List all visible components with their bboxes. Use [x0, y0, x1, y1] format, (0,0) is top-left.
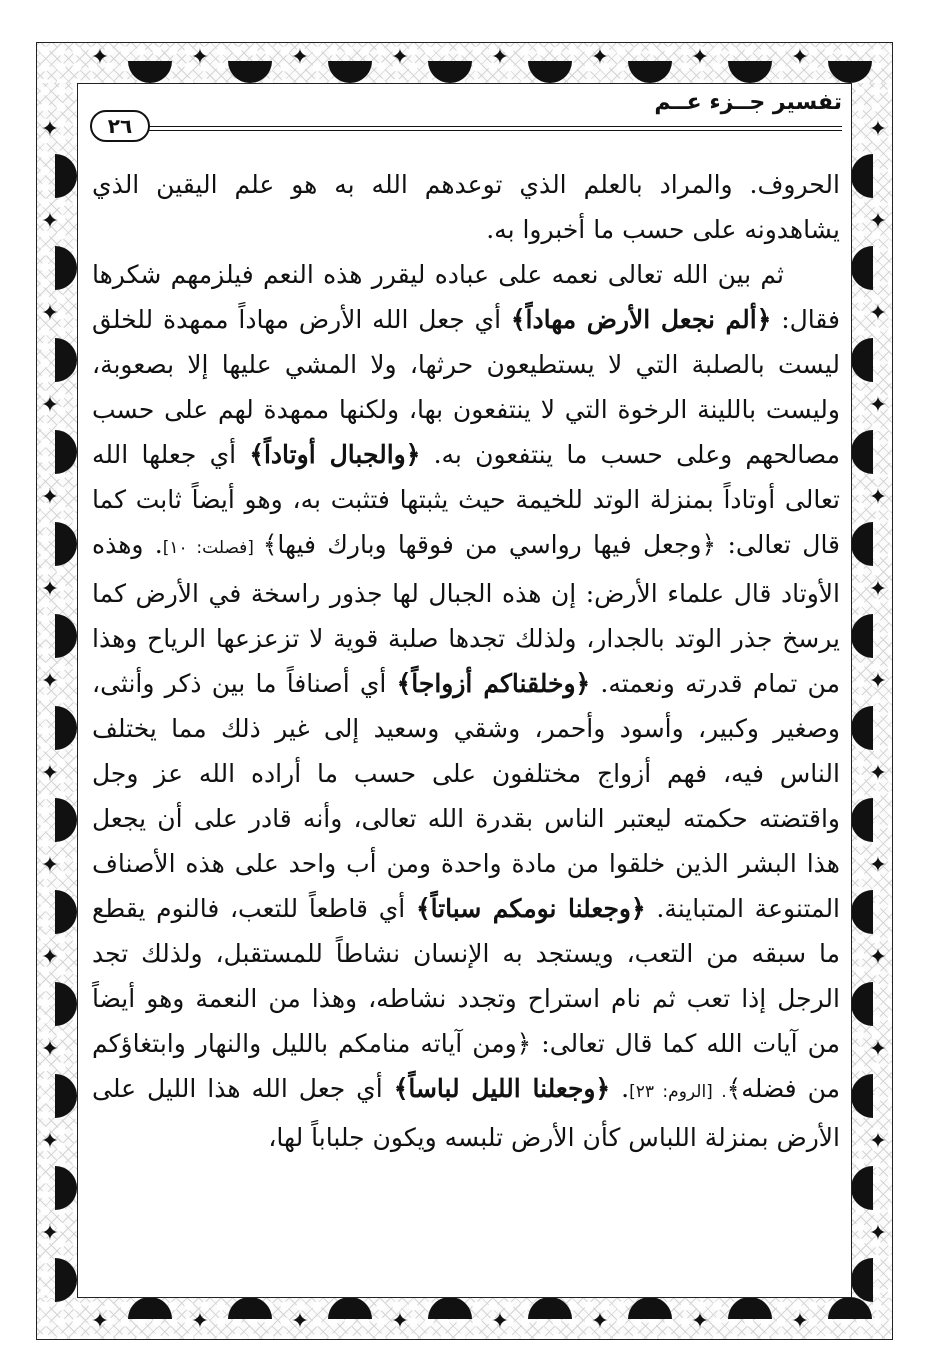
star-ornament-icon: ✦ — [690, 45, 710, 70]
star-ornament-icon: ✦ — [40, 117, 60, 142]
text-segment: أي جعل الله الأرض مهاداً ممهدة للخلق ليست بالصلبة التي لا يستطيعون حرثها، ولا المشي عليها إلا بصعوبة، وليست باللينة الرخوة التي لا ينتفعون بها، ولكنها ممهدة لهم على حسب مصالحهم وعلى حسب ما ينتفعون به. — [92, 305, 840, 469]
verse-quote: ﴿وجعلنا نومكم سباتاً﴾ — [415, 894, 646, 923]
star-ornament-icon: ✦ — [868, 485, 888, 510]
star-ornament-icon: ✦ — [40, 853, 60, 878]
star-ornament-icon: ✦ — [290, 45, 310, 70]
star-ornament-icon: ✦ — [40, 301, 60, 326]
star-ornament-icon: ✦ — [490, 45, 510, 70]
header-rule — [146, 126, 842, 131]
star-ornament-icon: ✦ — [40, 577, 60, 602]
verse-quote: ﴿وخلقناكم أزواجاً﴾ — [396, 669, 591, 698]
star-ornament-icon: ✦ — [390, 1309, 410, 1334]
star-ornament-icon: ✦ — [868, 1129, 888, 1154]
text-segment: . — [610, 1074, 630, 1103]
star-ornament-icon: ✦ — [40, 669, 60, 694]
star-ornament-icon: ✦ — [590, 45, 610, 70]
star-ornament-icon: ✦ — [90, 1309, 110, 1334]
star-ornament-icon: ✦ — [40, 485, 60, 510]
star-ornament-icon: ✦ — [90, 45, 110, 70]
text-segment: ثم بين الله تعالى نعمه على عباده ليقرر هذه النعم فيلزمهم شكرها فقال: — [92, 260, 840, 334]
verse-quote: ﴿ألم نجعل الأرض مهاداً﴾ — [510, 305, 772, 334]
paragraph — [92, 252, 840, 1160]
star-ornament-icon: ✦ — [868, 669, 888, 694]
running-title: تفسير جــزء عــم — [654, 90, 842, 115]
page-header — [90, 88, 842, 144]
star-ornament-icon: ✦ — [40, 1037, 60, 1062]
star-ornament-icon: ✦ — [290, 1309, 310, 1334]
paragraph — [92, 162, 840, 252]
verse-reference: . [الروم: ٢٣] — [629, 1082, 727, 1102]
star-ornament-icon: ✦ — [868, 117, 888, 142]
star-ornament-icon: ✦ — [390, 45, 410, 70]
text-segment: أي جعل الله هذا الليل على الأرض بمنزلة اللباس كأن الأرض تلبسه ويكون جلباباً لها، — [92, 1074, 840, 1152]
text-segment: الحروف. والمراد بالعلم الذي توعدهم الله به هو علم اليقين الذي يشاهدونه على حسب ما أخبروا به. — [92, 170, 840, 244]
star-ornament-icon: ✦ — [690, 1309, 710, 1334]
verse-quote: ﴿والجبال أوتاداً﴾ — [249, 440, 421, 469]
star-ornament-icon: ✦ — [40, 1129, 60, 1154]
star-ornament-icon: ✦ — [190, 1309, 210, 1334]
star-ornament-icon: ✦ — [790, 1309, 810, 1334]
star-ornament-icon: ✦ — [868, 577, 888, 602]
text-segment: ﴿ومن آياته منامكم بالليل والنهار وابتغاؤكم من فضله﴾ — [92, 1029, 841, 1103]
text-segment: ﴿وجعل فيها رواسي من فوقها وبارك فيها﴾ — [262, 530, 717, 559]
star-ornament-icon: ✦ — [868, 945, 888, 970]
verse-quote: ﴿وجعلنا الليل لباساً﴾ — [393, 1074, 611, 1103]
body-text — [92, 162, 840, 1160]
star-ornament-icon: ✦ — [868, 761, 888, 786]
star-ornament-icon: ✦ — [790, 45, 810, 70]
star-ornament-icon: ✦ — [40, 209, 60, 234]
text-segment: أي جعلها الله تعالى أوتاداً بمنزلة الوتد للخيمة حيث يثبتها فتثبت به، وهو أيضاً ثابت كما قال تعالى: — [92, 440, 841, 559]
star-ornament-icon: ✦ — [40, 761, 60, 786]
star-ornament-icon: ✦ — [868, 209, 888, 234]
star-ornament-icon: ✦ — [868, 301, 888, 326]
star-ornament-icon: ✦ — [40, 945, 60, 970]
star-ornament-icon: ✦ — [40, 393, 60, 418]
star-ornament-icon: ✦ — [868, 853, 888, 878]
star-ornament-icon: ✦ — [868, 1221, 888, 1246]
star-ornament-icon: ✦ — [590, 1309, 610, 1334]
text-segment: أي أصنافاً ما بين ذكر وأنثى، وصغير وكبير، وأسود وأحمر، وشقي وسعيد إلى غير ذلك مما يختلف الناس فيه، فهم أزواج مختلفون على حسب ما أراده الله عز وجل واقتضته حكمته ليعتبر الناس بقدرة الله تعالى، وأنه قادر على أن يجعل هذا البشر الذين خلقوا من مادة واحدة ومن أب واحد على هذه الأصناف المتنوعة المتباينة. — [92, 669, 841, 923]
page-number: ٢٦ — [107, 114, 133, 138]
page-number-badge — [90, 110, 150, 142]
verse-reference: [فصلت: ١٠] — [162, 538, 263, 558]
star-ornament-icon: ✦ — [190, 45, 210, 70]
star-ornament-icon: ✦ — [868, 1037, 888, 1062]
star-ornament-icon: ✦ — [40, 1221, 60, 1246]
star-ornament-icon: ✦ — [490, 1309, 510, 1334]
text-segment: أي قاطعاً للتعب، فالنوم يقطع ما سبقه من التعب، ويستجد به الإنسان نشاطاً للمستقبل، ولذلك تجد الرجل إذا تعب ثم نام استراح وتجدد نشاطه، وهذا من النعمة وهو أيضاً من آيات الله كما قال تعالى: — [92, 894, 841, 1058]
text-segment: . وهذه الأوتاد قال علماء الأرض: إن هذه الجبال لها جذور راسخة في الأرض كما يرسخ جذر الوتد بالجدار، ولذلك تجدها صلبة قوية لا تزعزعها الرياح وهذا من تمام قدرته ونعمته. — [92, 530, 840, 698]
star-ornament-icon: ✦ — [868, 393, 888, 418]
